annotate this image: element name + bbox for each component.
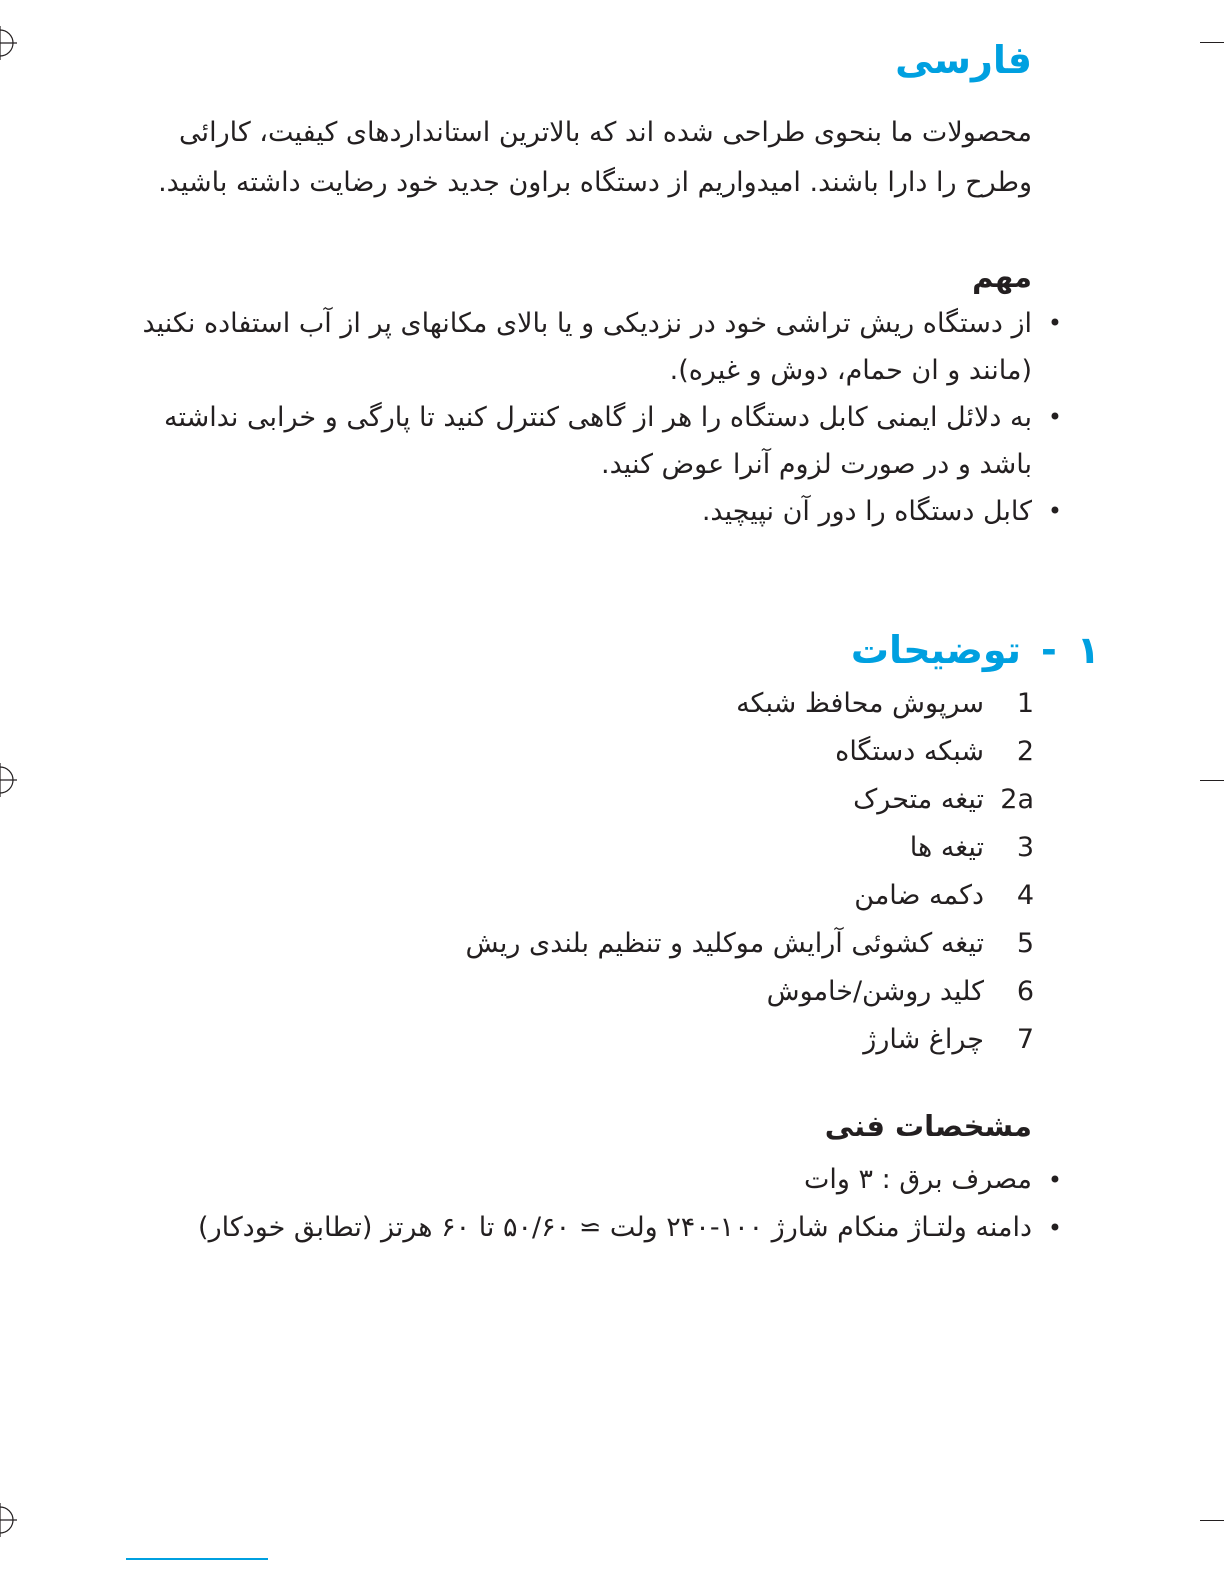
bullet-icon: • bbox=[1047, 1214, 1062, 1242]
part-number: 2 bbox=[1016, 736, 1034, 767]
list-item-text: دامنه ولتـاژ منکام شارژ ۱۰۰-۲۴۰ ولت ≃ ۵۰/۶۰ تا ۶۰ هرتز (تطابق خودکار) bbox=[198, 1212, 1032, 1243]
part-label: تیغه ها bbox=[909, 832, 984, 863]
part-label: کلید روشن/خاموش bbox=[766, 976, 984, 1007]
registration-mark-icon bbox=[0, 26, 17, 60]
crop-mark bbox=[1200, 780, 1224, 781]
list-item-text: مصرف برق : ۳ وات bbox=[803, 1164, 1032, 1195]
registration-mark-icon bbox=[0, 763, 17, 797]
description-heading bbox=[600, 628, 1100, 674]
list-item bbox=[334, 1016, 1034, 1064]
part-label: تیغه متحرک bbox=[853, 784, 984, 815]
language-heading: فارسی bbox=[895, 38, 1032, 82]
part-number: 6 bbox=[1016, 976, 1034, 1007]
bullet-icon: • bbox=[1047, 497, 1062, 525]
part-label: شبکه دستگاه bbox=[835, 736, 984, 767]
list-item bbox=[334, 968, 1034, 1016]
part-label: چراغ شارژ bbox=[863, 1024, 984, 1055]
part-label: دکمه ضامن bbox=[854, 880, 984, 911]
list-item bbox=[334, 824, 1034, 872]
list-item bbox=[134, 1204, 1064, 1252]
bullet-icon: • bbox=[1047, 1166, 1062, 1194]
section-title: توضیحات bbox=[850, 628, 1022, 672]
parts-list bbox=[334, 680, 1034, 1064]
part-number: 7 bbox=[1016, 1024, 1034, 1055]
list-item bbox=[334, 728, 1034, 776]
registration-mark-icon bbox=[0, 1503, 17, 1537]
footer-rule bbox=[126, 1558, 268, 1560]
list-item bbox=[134, 300, 1064, 394]
part-label: سرپوش محافظ شبکه bbox=[736, 688, 984, 719]
list-item-text: کابل دستگاه را دور آن نپیچید. bbox=[701, 496, 1032, 527]
part-number: 1 bbox=[1016, 688, 1034, 719]
specs-heading: مشخصات فنی bbox=[824, 1109, 1032, 1143]
bullet-icon: • bbox=[1047, 403, 1062, 431]
important-heading: مهم bbox=[972, 260, 1032, 294]
important-list bbox=[134, 300, 1064, 535]
list-item bbox=[334, 920, 1034, 968]
intro-paragraph: محصولات ما بنحوی طراحی شده اند که بالاترین استانداردهای کیفیت، کارائی وطرح را دارا باشند. امیدواریم از دستگاه براون جدید خود رضایت داشته باشید. bbox=[158, 117, 1032, 198]
part-number: 3 bbox=[1016, 832, 1034, 863]
crop-mark bbox=[1200, 1520, 1224, 1521]
list-item bbox=[334, 872, 1034, 920]
part-label: تیغه کشوئی آرایش موکلید و تنظیم بلندی ریش bbox=[465, 928, 984, 959]
list-item bbox=[134, 394, 1064, 488]
crop-mark bbox=[1200, 42, 1224, 43]
specs-list bbox=[134, 1156, 1064, 1252]
bullet-icon: • bbox=[1047, 309, 1062, 337]
section-dash: - bbox=[1041, 628, 1057, 672]
list-item bbox=[334, 680, 1034, 728]
list-item bbox=[134, 488, 1064, 535]
list-item bbox=[334, 776, 1034, 824]
part-number: 4 bbox=[1016, 880, 1034, 911]
list-item-text: از دستگاه ریش تراشی خود در نزدیکی و یا بالای مکانهای پر از آب استفاده نکنید (مانند و ان حمام، دوش و غیره). bbox=[142, 308, 1032, 386]
list-item bbox=[134, 1156, 1064, 1204]
part-number: 2a bbox=[1000, 784, 1034, 815]
section-number: ۱ bbox=[1076, 628, 1100, 672]
part-number: 5 bbox=[1016, 928, 1034, 959]
list-item-text: به دلائل ایمنی کابل دستگاه را هر از گاهی کنترل کنید تا پارگی و خرابی نداشته باشد و در صورت لزوم آنرا عوض کنید. bbox=[164, 402, 1032, 480]
